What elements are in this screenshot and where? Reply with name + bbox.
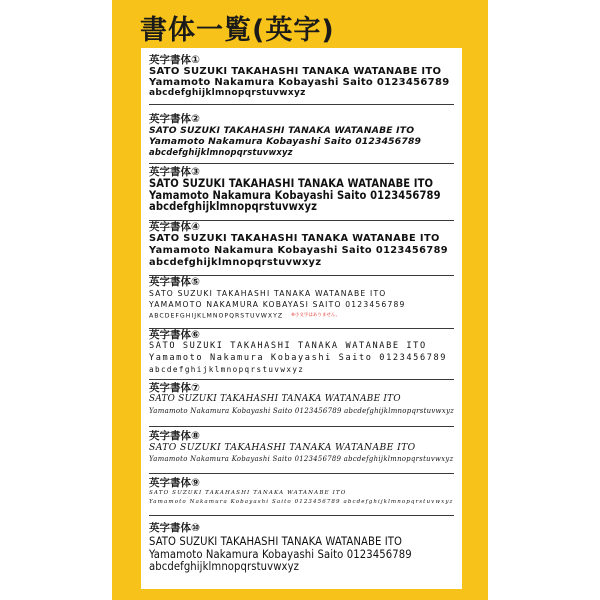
font-sample-label: 英字書体⑤ xyxy=(149,276,200,288)
font-sample-label: 英字書体③ xyxy=(149,166,200,178)
sample-line-alphabet: abcdefghijklmnopqrstuvwxyz xyxy=(149,365,305,374)
font-list-panel xyxy=(141,48,462,589)
sample-line-names-digits: Yamamoto Nakamura Kobayashi Saito 0123456789 xyxy=(149,189,441,203)
sample-line-surnames: SATO SUZUKI TAKAHASHI TANAKA WATANABE ITO xyxy=(149,490,347,496)
sample-line-names-digits: YAMAMOTO NAKAMURA KOBAYASI SAITO 0123456789 xyxy=(149,300,406,309)
font-sample-label: 英字書体② xyxy=(149,113,200,125)
font-sample-4 xyxy=(149,221,454,276)
font-sample-label: 英字書体⑩ xyxy=(149,522,200,534)
sample-line-surnames: SATO SUZUKI TAKAHASHI TANAKA WATANABE ITO xyxy=(149,66,442,77)
font-sample-9 xyxy=(149,477,454,516)
font-sample-label: 英字書体④ xyxy=(149,221,200,233)
sample-line-surnames: SATO SUZUKI TAKAHASHI TANAKA WATANABE ITO xyxy=(149,125,415,136)
sample-line-names-digits: Yamamoto Nakamura Kobayashi Saito 0123456789 xyxy=(149,136,422,147)
font-sample-label: 英字書体⑥ xyxy=(149,329,200,341)
sample-line-alphabet: abcdefghijklmnopqrstuvwxyz xyxy=(149,147,293,157)
font-sample-8 xyxy=(149,430,454,474)
sample-line-alphabet xyxy=(149,310,454,322)
page-title: 書体一覧(英字) xyxy=(140,15,335,46)
sample-line-alphabet: abcdefghijklmnopqrstuvwxyz xyxy=(149,257,322,268)
sample-line-surnames: SATO SUZUKI TAKAHASHI TANAKA WATANABE ITO xyxy=(149,289,387,298)
font-sample-6 xyxy=(149,329,454,380)
font-sample-label: 英字書体⑨ xyxy=(149,477,200,489)
font-sample-label: 英字書体① xyxy=(149,54,200,66)
sample-line-alphabet: abcdefghijklmnopqrstuvwxyz xyxy=(149,560,300,573)
sample-alphabet-text: ABCDEFGHIJKLMNOPQRSTUVWXYZ xyxy=(149,312,284,320)
sample-line-names-digits: Yamamoto Nakamura Kobayashi Saito 0123456789 xyxy=(149,77,450,88)
sample-line-names-digits-alphabet: Yamamoto Nakamura Kobayashi Saito 0123456789 abcdefghijklmnopqrstuvwxyz xyxy=(149,454,454,463)
sample-line-names-digits-alphabet: Yamamoto Nakamura Kobayashi Saito 0123456789 abcdefghijklmnopqrstuvwxyz xyxy=(149,406,454,415)
sample-line-surnames: SATO SUZUKI TAKAHASHI TANAKA WATANABE ITO xyxy=(149,178,434,191)
font-sample-label: 英字書体⑦ xyxy=(149,382,200,394)
sample-line-surnames: SATO SUZUKI TAKAHASHI TANAKA WATANABE ITO xyxy=(149,394,401,404)
sample-line-alphabet: abcdefghijklmnopqrstuvwxyz xyxy=(149,88,306,98)
sample-line-surnames: SATO SUZUKI TAKAHASHI TANAKA WATANABE ITO xyxy=(149,535,403,548)
font-sample-1 xyxy=(149,54,454,105)
font-sample-2 xyxy=(149,113,454,164)
sample-line-surnames: SATO SUZUKI TAKAHASHI TANAKA WATANABE ITO xyxy=(149,341,427,351)
no-lowercase-note: ※小文字はありません。 xyxy=(291,313,341,318)
sample-line-names-digits: Yamamoto Nakamura Kobayashi Saito 0123456789 xyxy=(149,245,449,256)
sample-line-names-digits: Yamamoto Nakamura Kobayashi Saito 0123456789 xyxy=(149,352,448,363)
font-sample-label: 英字書体⑧ xyxy=(149,430,200,442)
font-sample-7 xyxy=(149,382,454,427)
sample-line-names-digits-alphabet: Yamamoto Nakamura Kobayashi Saito 0123456789 abcdefghijklmnopqrstuvwxyz xyxy=(149,499,454,505)
font-sample-3 xyxy=(149,166,454,221)
sample-line-surnames: SATO SUZUKI TAKAHASHI TANAKA WATANABE ITO xyxy=(149,442,416,453)
sample-line-surnames: SATO SUZUKI TAKAHASHI TANAKA WATANABE ITO xyxy=(149,233,440,244)
font-sample-10 xyxy=(149,522,454,584)
sample-line-alphabet: abcdefghijklmnopqrstuvwxyz xyxy=(149,201,317,214)
font-sample-5 xyxy=(149,276,454,329)
sample-line-names-digits: Yamamoto Nakamura Kobayashi Saito 0123456789 xyxy=(149,547,412,561)
